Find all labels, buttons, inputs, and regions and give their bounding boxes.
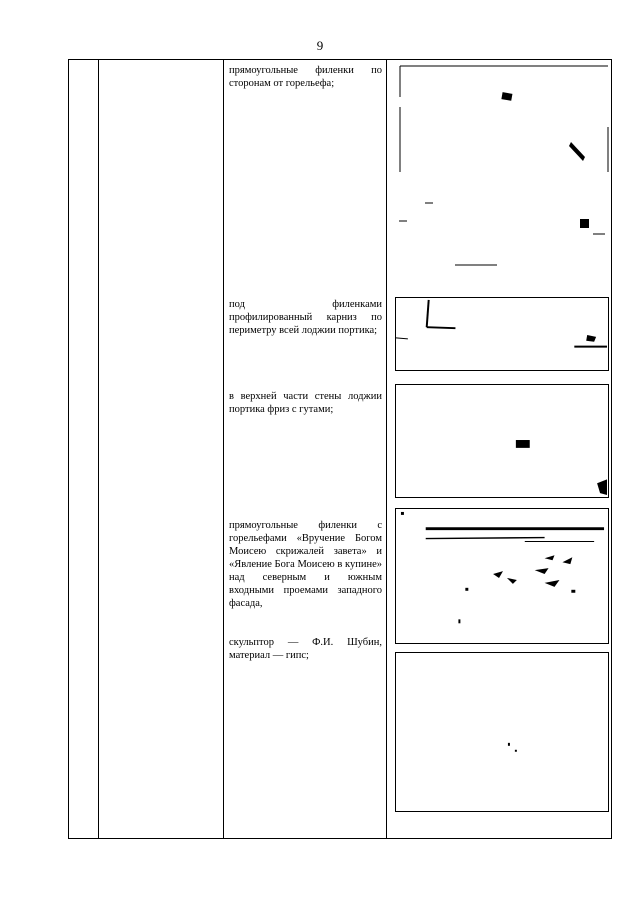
row-text-relief-panels: прямоугольные филенки с горельефами «Вручение Богом Моисею скрижалей завета» и «Явление Бога Моисею в купине» над северным и южным входными проемами западного фасада, [229,520,382,609]
row-text-cornice: под филенками профилированный карниз по периметру всей лоджии портика; [229,299,382,336]
photo-sculptor [395,652,609,812]
photo-frieze [395,384,609,498]
photo-side-panels [395,62,609,274]
column-divider-2 [223,60,224,838]
column-divider-3 [386,60,387,838]
photo-cornice [395,297,609,371]
document-table [68,59,612,839]
row-text-frieze: в верхней части стены лоджии портика фриз с гутами; [229,391,382,415]
row-text-side-panels: прямоугольные филенки по сторонам от горельефа; [229,65,382,89]
photo-reliefs [395,508,609,644]
row-text-sculptor: скульптор — Ф.И. Шубин, материал — гипс; [229,637,382,661]
page-number: 9 [316,38,324,53]
column-divider-1 [98,60,99,838]
